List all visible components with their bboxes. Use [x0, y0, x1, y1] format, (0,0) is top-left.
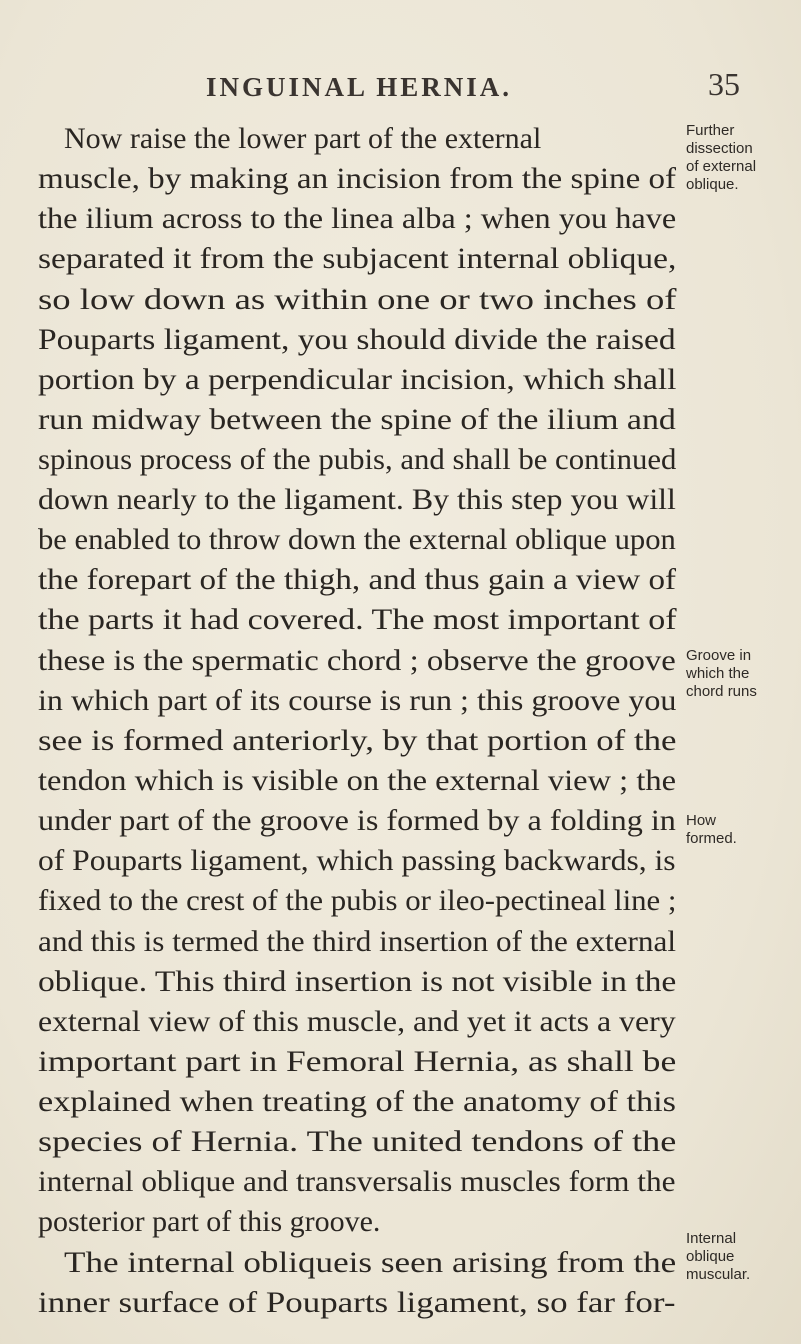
margin-note-line: Groove in	[686, 647, 752, 664]
margin-note-line: of external	[686, 158, 757, 175]
running-title: INGUINAL HERNIA.	[206, 72, 513, 102]
margin-note-line: oblique	[686, 1248, 735, 1265]
text-line: run midway between the spine of the ilium and	[38, 403, 676, 436]
text-line: these is the spermatic chord ; observe the groove	[38, 644, 676, 677]
text-line: portion by a perpendicular incision, which shall	[38, 363, 677, 396]
text-line: Pouparts ligament, you should divide the raised	[38, 323, 676, 356]
text-line: be enabled to throw down the external oblique upon	[38, 523, 676, 556]
margin-note-line: How	[686, 812, 717, 829]
text-line: of Pouparts ligament, which passing backwards, is	[38, 844, 676, 877]
margin-note-line: chord runs	[686, 683, 757, 700]
text-line: so low down as within one or two inches of	[38, 283, 677, 316]
margin-note-line: oblique.	[686, 176, 739, 193]
margin-note-line: Internal	[686, 1230, 737, 1247]
text-line: The internal obliqueis seen arising from the	[64, 1246, 677, 1279]
margin-note-line: which the	[686, 665, 750, 682]
text-line: the parts it had covered. The most important of	[38, 603, 677, 636]
text-line: see is formed anteriorly, by that portion of the	[38, 724, 677, 757]
margin-note-line: formed.	[686, 830, 737, 847]
text-line: the ilium across to the linea alba ; when you have	[38, 202, 677, 235]
text-line: spinous process of the pubis, and shall be continued	[38, 443, 677, 476]
text-line: muscle, by making an incision from the spine of	[38, 162, 677, 195]
margin-note-line: dissection	[686, 140, 753, 157]
page-number: 35	[708, 66, 740, 102]
margin-note-internal-oblique	[686, 1230, 750, 1284]
text-line: under part of the groove is formed by a folding in	[38, 804, 676, 837]
text-line: fixed to the crest of the pubis or ileo-pectineal line ;	[38, 884, 677, 917]
margin-note-how-formed	[686, 812, 737, 848]
text-line: species of Hernia. The united tendons of the	[38, 1125, 677, 1158]
text-line: inner surface of Pouparts ligament, so far for-	[38, 1286, 676, 1319]
margin-note-line: muscular.	[686, 1266, 751, 1283]
text-line: posterior part of this groove.	[38, 1205, 381, 1238]
text-line: Now raise the lower part of the external	[64, 122, 542, 155]
text-line: explained when treating of the anatomy of this	[38, 1085, 676, 1118]
text-line: external view of this muscle, and yet it acts a very	[38, 1005, 676, 1038]
margin-note-groove	[686, 647, 757, 701]
text-line: oblique. This third insertion is not visible in the	[38, 965, 677, 998]
text-line: tendon which is visible on the external view ; the	[38, 764, 677, 797]
margin-note-line: Further	[686, 122, 735, 139]
text-line: in which part of its course is run ; this groove you	[38, 684, 677, 717]
text-line: internal oblique and transversalis muscles form the	[38, 1165, 676, 1198]
text-line: and this is termed the third insertion of the external	[38, 925, 677, 958]
text-line: separated it from the subjacent internal oblique,	[38, 242, 677, 275]
margin-note-further-dissection	[686, 122, 756, 194]
text-line: important part in Femoral Hernia, as shall be	[38, 1045, 677, 1078]
text-line: the forepart of the thigh, and thus gain a view of	[38, 563, 677, 596]
text-line: down nearly to the ligament. By this step you will	[38, 483, 676, 516]
